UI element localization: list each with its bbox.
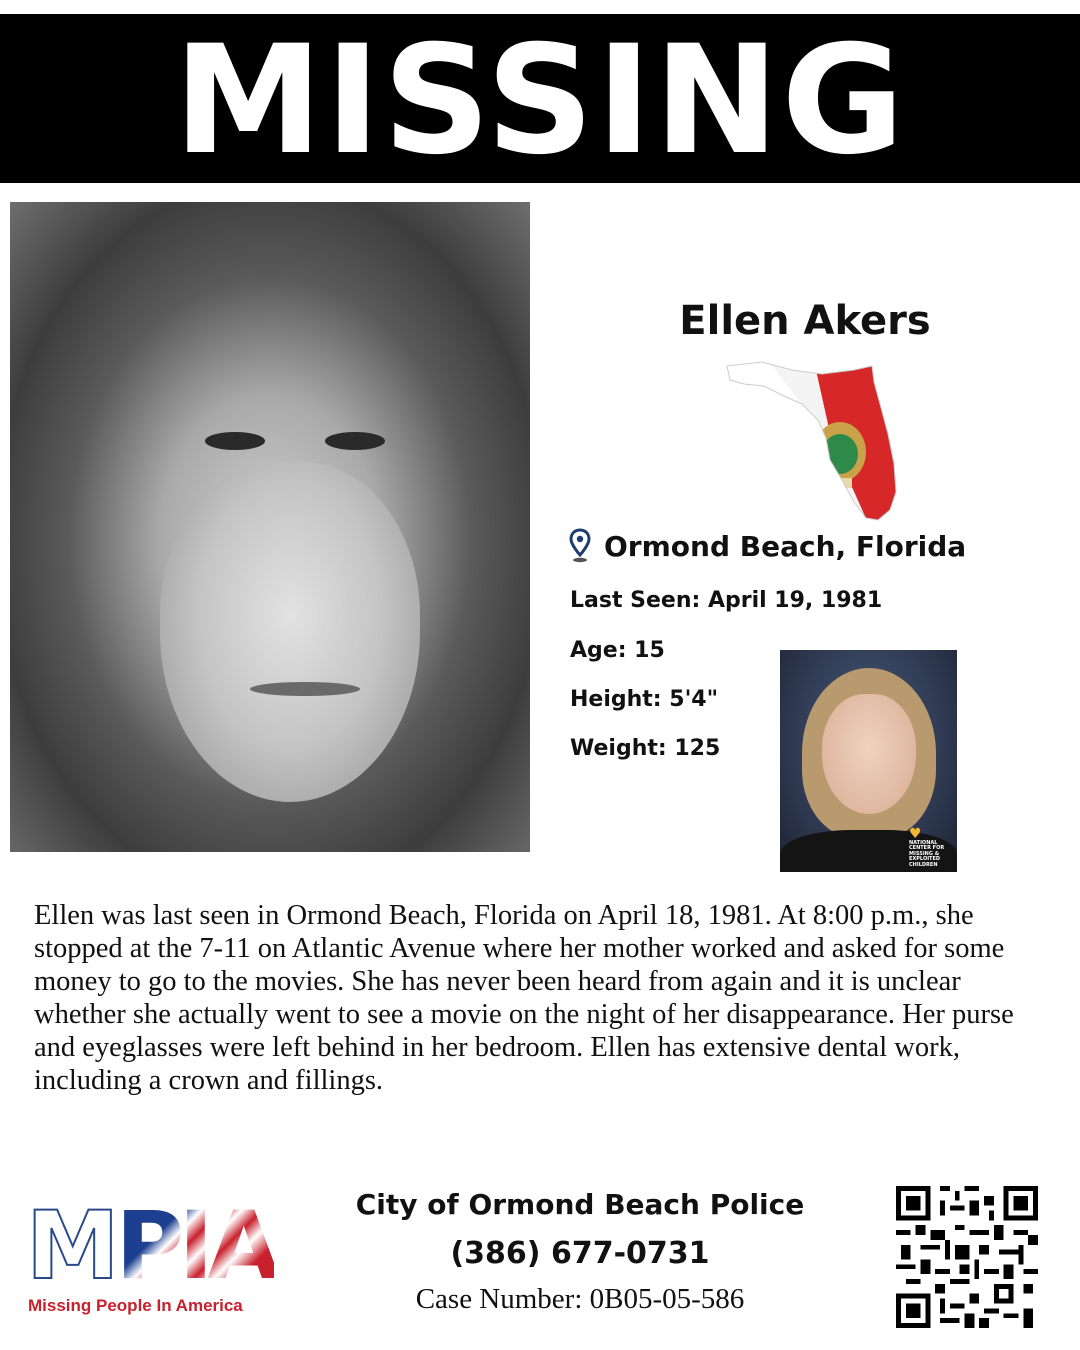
florida-flag-map-icon (722, 352, 902, 532)
last-seen: Last Seen: April 19, 1981 (570, 588, 883, 613)
missing-person-photo (10, 202, 530, 852)
person-name: Ellen Akers (679, 298, 931, 344)
mpia-logo (26, 1192, 286, 1326)
photo-mouth (250, 682, 360, 696)
photo-eye-left (205, 432, 265, 450)
location-row (568, 528, 966, 564)
ncmec-line1: NATIONAL CENTER FOR (909, 839, 945, 851)
mpia-letter-m: M (26, 1192, 116, 1301)
age-progressed-photo (780, 650, 957, 872)
photo-face (160, 462, 420, 802)
case-number: Case Number: 0B05-05-586 (415, 1283, 745, 1315)
height: Height: 5'4" (570, 687, 719, 712)
qr-code-icon[interactable] (896, 1186, 1038, 1328)
ncmec-mark-icon: ♥ (909, 825, 922, 842)
map-pin-icon (568, 528, 592, 564)
agency-phone: (386) 677-0731 (450, 1236, 710, 1271)
ncmec-line3: EXPLOITED (909, 856, 941, 862)
mpia-tagline: Missing People In America (28, 1296, 243, 1315)
photo-eye-right (325, 432, 385, 450)
ncmec-line4: CHILDREN (909, 861, 938, 868)
case-description: Ellen was last seen in Ormond Beach, Florida on April 18, 1981. At 8:00 p.m., she stopped at the 7-11 on Atlantic Avenue where her mother worked and asked for some money to go to the movies. She has never been heard from again and it is unclear whether she actually went to see a movie on the night of her disappearance. Her purse and eyeglasses were left behind in her bedroom. Ellen has extensive dental work, including a crown and fillings. (34, 900, 1014, 1096)
ncmec-logo (909, 827, 953, 869)
banner-title: MISSING (173, 13, 907, 188)
location-text: Ormond Beach, Florida (604, 529, 967, 563)
mpia-letters (26, 1192, 275, 1301)
ncmec-line2: MISSING & (909, 850, 940, 857)
agency-name: City of Ormond Beach Police (355, 1188, 805, 1221)
weight: Weight: 125 (570, 736, 721, 761)
missing-banner (0, 13, 1080, 188)
age: Age: 15 (570, 638, 665, 663)
aged-photo-face (822, 694, 916, 814)
mpia-letters-pia: PIA (115, 1192, 275, 1301)
